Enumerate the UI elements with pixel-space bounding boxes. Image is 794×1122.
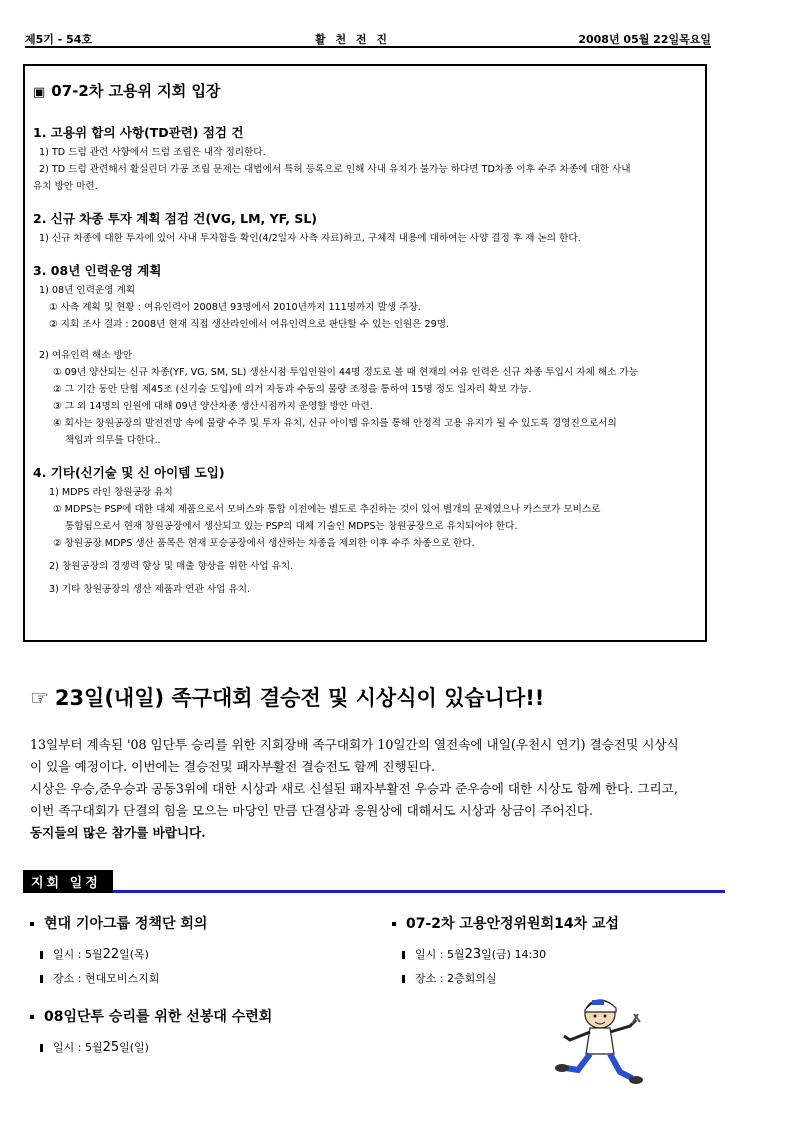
notice-title-text: 07-2차 고용위 지회 입장: [51, 82, 221, 100]
schedule-event: [392, 913, 619, 991]
section-line: 1) 08년 인력운영 계획: [39, 285, 136, 296]
event-title: 08임단투 승리를 위한 선봉대 수련회: [44, 1009, 273, 1025]
section-line: ② 지회 조사 결과 : 2008년 현재 직접 생산라인에서 여유인력으로 판단할 수 있는 인원은 29명.: [49, 319, 450, 330]
spacer: [33, 195, 697, 209]
section-line: 2) 창원공장의 경쟁력 향상 및 매출 향상을 위한 사업 유치.: [49, 561, 294, 572]
section-line: 통합됨으로서 현재 창원공장에서 생산되고 있는 PSP의 대체 기술인 MDPS는 창원공장으로 유치되어야 한다.: [65, 521, 518, 532]
page-header: [25, 30, 711, 48]
bullet-icon: [392, 922, 396, 926]
spacer: [33, 333, 697, 347]
schedule-label: 지회 일정: [23, 870, 113, 893]
section-line: ① 09년 양산되는 신규 차종(YF, VG, SM, SL) 생산시점 투입인원이 44명 정도로 볼 때 현재의 여유 인력은 신규 차종 투입시 자체 해소 가능: [53, 367, 638, 378]
article-line: 시상은 우승,준우승과 공동3위에 대한 시상과 새로 신설된 패자부활전 우승과 준우승에 대한 시상도 함께 한다. 그리고,: [30, 781, 678, 796]
section-line: ② 창원공장 MDPS 생산 품목은 현재 포승공장에서 생산하는 차종을 제외한 이후 수주 차종으로 한다.: [53, 538, 475, 549]
event-detail: 장소 : 현대모비스지회: [30, 967, 207, 991]
notice-sections: [33, 123, 697, 598]
bullet-icon: [40, 951, 43, 959]
notice-box: [23, 64, 707, 642]
bullet-icon: [40, 975, 43, 983]
issue-number: 제5기 - 54호: [25, 33, 93, 46]
schedule-event: [30, 913, 207, 991]
section-line: ④ 회사는 창원공장의 발전전망 속에 물량 수주 및 투자 유치, 신규 아이템 유치를 통해 안정적 고용 유지가 될 수 있도록 경영진으로서의: [53, 418, 617, 429]
article-line: 이 있을 예정이다. 이번에는 결승전및 패자부활전 결승전도 함께 진행된다.: [30, 759, 435, 774]
bullet-icon: [40, 1044, 43, 1052]
section-heading: 4. 기타(신기술 및 신 아이템 도입): [33, 465, 225, 480]
section-line: ③ 그 외 14명의 인원에 대해 09년 양산차종 생산시점까지 운영할 방안 마련.: [53, 401, 373, 412]
spacer: [33, 247, 697, 261]
square-bullet-icon: ▣: [33, 85, 46, 100]
event-detail: 일시 : 5월23일(금) 14:30: [392, 943, 619, 967]
schedule-header-bar: [23, 870, 725, 893]
headline-text: 23일(내일) 족구대회 결승전 및 시상식이 있습니다!!: [54, 686, 545, 710]
section-line: 2) 여유인력 해소 방안: [39, 350, 133, 361]
bullet-icon: [402, 951, 405, 959]
running-worker-mascot-icon: [540, 990, 650, 1090]
section-line: ① 사측 계획 및 현황 : 여유인력이 2008년 93명에서 2010년까지 111명까지 발생 주장.: [49, 302, 421, 313]
event-title: 07-2차 고용안정위원회14차 교섭: [406, 916, 620, 932]
section-line: 1) MDPS 라인 창원공장 유치: [49, 487, 173, 498]
event-detail: 일시 : 5월22일(목): [30, 943, 207, 967]
article-line: 이번 족구대회가 단결의 힘을 모으는 마당인 만큼 단결상과 응원상에 대해서도 시상과 상금이 주어진다.: [30, 803, 593, 818]
section-line: 1) TD 드럼 관련 사항에서 드럼 조립은 내작 정리한다.: [39, 147, 266, 158]
headline: [30, 682, 544, 712]
section-line: ② 그 기간 동안 단협 제45조 (신기술 도입)에 의거 자동과 수동의 물량 조정을 통하여 15명 정도 일자리 확보 가능.: [53, 384, 532, 395]
article-closing: 동지들의 많은 참가를 바랍니다.: [30, 825, 206, 840]
section-line: 유치 방안 마련.: [33, 181, 98, 192]
event-detail: 장소 : 2층회의실: [392, 967, 619, 991]
section-heading: 1. 고용위 합의 사항(TD관련) 점검 건: [33, 125, 244, 140]
pointing-hand-icon: ☞: [30, 686, 49, 710]
section-line: 2) TD 드럼 관련해서 활실린더 가공 조립 문제는 대법에서 특허 등록으로 인해 사내 유치가 불가능 하다면 TD차종 이후 수주 차종에 대한 사내: [39, 164, 631, 175]
schedule-event: [30, 1006, 272, 1060]
issue-date: 2008년 05월 22일목요일: [578, 33, 711, 46]
bullet-icon: [402, 975, 405, 983]
section-line: 책임과 의무를 다한다..: [65, 435, 161, 446]
bullet-icon: [30, 922, 34, 926]
section-line: 1) 신규 차종에 대한 투자에 있어 사내 투자함을 확인(4/2일자 사측 자료)하고, 구체적 내용에 대하여는 사양 결정 후 재 논의 한다.: [39, 233, 581, 244]
event-detail: 일시 : 5월25일(일): [30, 1036, 272, 1060]
notice-title: [33, 80, 697, 101]
section-heading: 3. 08년 인력운영 계획: [33, 263, 162, 278]
section-line: 3) 기타 창원공장의 생산 제품과 연관 사업 유치.: [49, 584, 251, 595]
event-title: 현대 기아그룹 정책단 회의: [44, 916, 208, 932]
bullet-icon: [30, 1015, 34, 1019]
section-line: ① MDPS는 PSP에 대한 대체 제품으로서 모비스와 통합 이전에는 별도로 추진하는 것이 있어 별개의 문제였으나 카스코가 모비스로: [53, 504, 601, 515]
spacer: [33, 449, 697, 463]
newsletter-name: 활 천 전 진: [315, 33, 390, 46]
article: [30, 734, 720, 844]
section-heading: 2. 신규 차종 투자 계획 점검 건(VG, LM, YF, SL): [33, 211, 317, 226]
article-line: 13일부터 계속된 '08 임단투 승리를 위한 지회장배 족구대회가 10일간의 열전속에 내일(우천시 연기) 결승전및 시상식: [30, 737, 679, 752]
